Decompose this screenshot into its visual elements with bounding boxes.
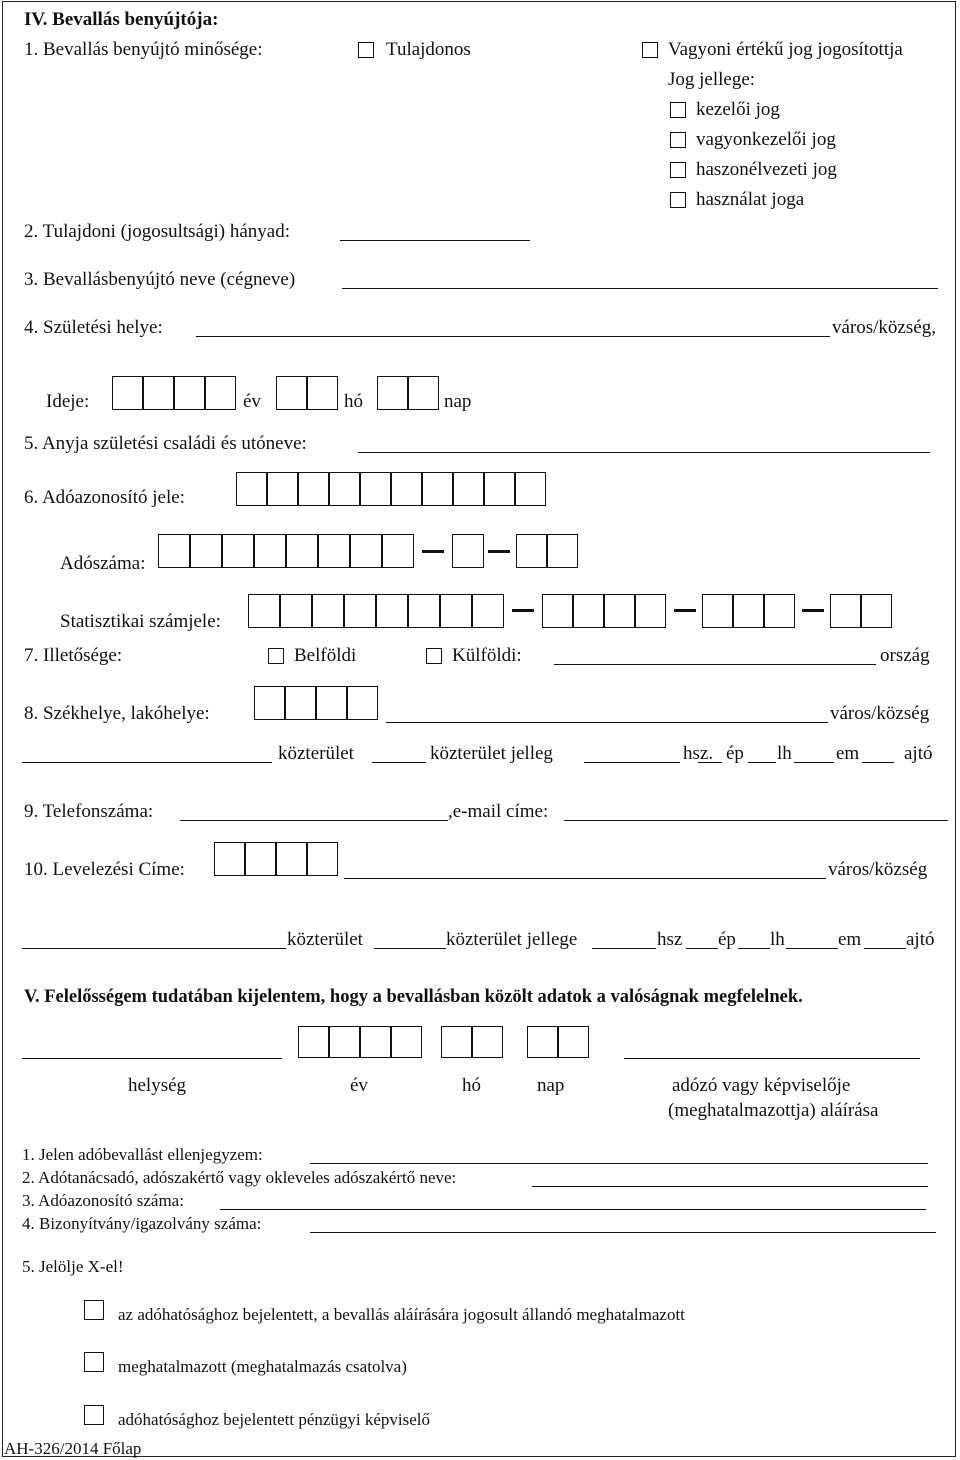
owner-label: Tulajdonos: [386, 39, 471, 60]
separator-dash: [488, 550, 510, 553]
submitter-name-field[interactable]: [342, 288, 938, 289]
seat-city-field[interactable]: [386, 722, 828, 723]
place-field[interactable]: [22, 1058, 282, 1059]
mail-building-label: ép: [718, 929, 736, 950]
date-year-box[interactable]: [391, 1026, 422, 1058]
date-month-box[interactable]: [441, 1026, 472, 1058]
email-field[interactable]: [564, 820, 948, 821]
tax-id-box[interactable]: [422, 472, 453, 506]
mother-name-field[interactable]: [358, 452, 930, 453]
fiscal-representative-checkbox[interactable]: [84, 1405, 104, 1425]
permanent-proxy-checkbox[interactable]: [84, 1300, 104, 1320]
stat-number-box[interactable]: [440, 594, 472, 628]
mail-postal-box[interactable]: [307, 842, 338, 876]
postal-code-box[interactable]: [347, 686, 378, 720]
tax-number-box[interactable]: [382, 534, 414, 568]
stat-number-box[interactable]: [344, 594, 376, 628]
mark-with-x-label: 5. Jelölje X-el!: [22, 1257, 124, 1276]
mail-number-label: hsz: [657, 929, 683, 950]
management-right-checkbox[interactable]: [670, 102, 686, 118]
stat-number-box[interactable]: [604, 594, 635, 628]
stat-number-label: Statisztikai számjele:: [60, 611, 221, 632]
mail-postal-box[interactable]: [245, 842, 276, 876]
tax-id-box[interactable]: [484, 472, 515, 506]
mail-street-label: közterület: [287, 929, 363, 950]
mail-postal-box[interactable]: [276, 842, 307, 876]
place-label: helység: [128, 1075, 187, 1096]
seat-floor-label: em: [836, 743, 860, 764]
birth-year-box[interactable]: [112, 376, 143, 410]
mail-building-field[interactable]: [686, 948, 718, 949]
birth-day-label: nap: [444, 391, 472, 412]
birth-year-box[interactable]: [143, 376, 174, 410]
tax-number-box[interactable]: [318, 534, 350, 568]
advisor-tax-id-field[interactable]: [220, 1209, 926, 1210]
stat-number-box[interactable]: [861, 594, 892, 628]
stat-number-box[interactable]: [248, 594, 280, 628]
usage-right-checkbox[interactable]: [670, 192, 686, 208]
mail-street-field[interactable]: [22, 948, 286, 949]
signature-label-2: (meghatalmazottja) aláírása: [668, 1100, 879, 1121]
seat-street-field[interactable]: [22, 762, 272, 763]
mail-door-label: ajtó: [906, 929, 935, 950]
postal-code-box[interactable]: [285, 686, 316, 720]
mail-stair-label: lh: [770, 929, 785, 950]
mail-door-field[interactable]: [864, 948, 906, 949]
tax-number-box[interactable]: [547, 534, 578, 568]
certificate-number-field[interactable]: [310, 1232, 936, 1233]
birth-year-box[interactable]: [205, 376, 236, 410]
seat-street-label: közterület: [278, 743, 354, 764]
year-label: év: [350, 1075, 368, 1096]
date-month-box[interactable]: [472, 1026, 503, 1058]
tax-number-box[interactable]: [254, 534, 286, 568]
date-year-box[interactable]: [329, 1026, 360, 1058]
tax-id-box[interactable]: [267, 472, 298, 506]
usufruct-label: haszonélvezeti jog: [696, 159, 837, 180]
tax-number-box[interactable]: [452, 534, 484, 568]
tax-number-box[interactable]: [158, 534, 190, 568]
tax-id-label: 6. Adóazonosító jele:: [24, 487, 185, 508]
tax-id-box[interactable]: [515, 472, 546, 506]
separator-dash: [802, 609, 824, 612]
date-day-box[interactable]: [558, 1026, 589, 1058]
stat-number-box[interactable]: [280, 594, 312, 628]
asset-management-right-label: vagyonkezelői jog: [696, 129, 836, 150]
stat-number-box[interactable]: [830, 594, 861, 628]
separator-dash: [512, 609, 534, 612]
tax-id-box[interactable]: [453, 472, 484, 506]
countersign-label: 1. Jelen adóbevallást ellenjegyzem:: [22, 1145, 263, 1164]
mail-city-field[interactable]: [344, 878, 826, 879]
tax-number-box[interactable]: [190, 534, 222, 568]
mail-stair-field[interactable]: [738, 948, 770, 949]
separator-dash: [422, 550, 444, 553]
asset-management-right-checkbox[interactable]: [670, 132, 686, 148]
seat-number-field[interactable]: [584, 762, 680, 763]
proxy-checkbox[interactable]: [84, 1352, 104, 1372]
birthplace-label: 4. Születési helye:: [24, 317, 163, 338]
birth-day-box[interactable]: [377, 376, 408, 410]
seat-floor-field[interactable]: [794, 762, 834, 763]
birthplace-field[interactable]: [196, 336, 830, 337]
stat-number-box[interactable]: [733, 594, 764, 628]
birth-year-box[interactable]: [174, 376, 205, 410]
submitter-capacity-label: 1. Bevallás benyújtó minősége:: [24, 39, 263, 60]
management-right-label: kezelői jog: [696, 99, 780, 120]
phone-field[interactable]: [180, 820, 448, 821]
permanent-proxy-label: az adóhatósághoz bejelentett, a bevallás aláírására jogosult állandó meghatalmazott: [118, 1305, 685, 1324]
date-year-box[interactable]: [360, 1026, 391, 1058]
stat-number-box[interactable]: [542, 594, 573, 628]
seat-label: 8. Székhelye, lakóhelye:: [24, 703, 210, 724]
month-label: hó: [462, 1075, 481, 1096]
stat-number-box[interactable]: [472, 594, 504, 628]
email-label: ,e-mail címe:: [448, 801, 549, 822]
stat-number-box[interactable]: [573, 594, 604, 628]
country-field[interactable]: [554, 664, 876, 665]
form-border: [2, 1, 956, 1457]
usufruct-checkbox[interactable]: [670, 162, 686, 178]
mail-floor-field[interactable]: [786, 948, 838, 949]
right-type-label: Jog jellege:: [668, 69, 756, 90]
domestic-checkbox[interactable]: [268, 648, 284, 664]
advisor-name-label: 2. Adótanácsadó, adószakértő vagy okleveles adószakértő neve:: [22, 1168, 457, 1187]
stat-number-box[interactable]: [408, 594, 440, 628]
ownership-share-label: 2. Tulajdoni (jogosultsági) hányad:: [24, 221, 290, 242]
mail-street-type-field[interactable]: [374, 948, 446, 949]
seat-street-type-label: közterület jelleg: [430, 743, 553, 764]
tax-number-box[interactable]: [350, 534, 382, 568]
section-iv-title: IV. Bevallás benyújtója:: [24, 9, 219, 30]
seat-building-label: ép: [726, 743, 744, 764]
usage-right-label: használat joga: [696, 189, 805, 210]
seat-stair-label: lh: [777, 743, 792, 764]
signature-field[interactable]: [624, 1058, 920, 1059]
owner-checkbox[interactable]: [358, 42, 374, 58]
fiscal-representative-label: adóhatósághoz bejelentett pénzügyi képviselő: [118, 1410, 431, 1429]
proxy-label: meghatalmazott (meghatalmazás csatolva): [118, 1357, 407, 1376]
birth-month-box[interactable]: [276, 376, 307, 410]
foreign-checkbox[interactable]: [426, 648, 442, 664]
postal-code-box[interactable]: [254, 686, 285, 720]
tax-id-box[interactable]: [360, 472, 391, 506]
seat-stair-field[interactable]: [748, 762, 776, 763]
seat-building-field[interactable]: [698, 762, 722, 763]
birth-day-box[interactable]: [408, 376, 439, 410]
birthplace-city-suffix: város/község,: [832, 317, 936, 338]
stat-number-box[interactable]: [312, 594, 344, 628]
tax-number-label: Adószáma:: [60, 553, 146, 574]
mail-postal-box[interactable]: [214, 842, 245, 876]
seat-number-label: hsz.: [683, 743, 714, 764]
mail-number-field[interactable]: [592, 948, 656, 949]
foreign-label: Külföldi:: [452, 645, 522, 666]
seat-city-label: város/község: [830, 703, 930, 724]
stat-number-box[interactable]: [635, 594, 666, 628]
phone-label: 9. Telefonszáma:: [24, 801, 154, 822]
mother-name-label: 5. Anyja születési családi és utóneve:: [24, 433, 307, 454]
asset-right-checkbox[interactable]: [642, 42, 658, 58]
tax-number-box[interactable]: [516, 534, 547, 568]
residency-label: 7. Illetősége:: [24, 645, 123, 666]
mail-floor-label: em: [838, 929, 862, 950]
submitter-name-label: 3. Bevallásbenyújtó neve (cégneve): [24, 269, 296, 290]
mail-street-type-label: közterület jellege: [446, 929, 578, 950]
advisor-tax-id-label: 3. Adóazonosító száma:: [22, 1191, 184, 1210]
date-day-box[interactable]: [527, 1026, 558, 1058]
certificate-number-label: 4. Bizonyítvány/igazolvány száma:: [22, 1214, 262, 1233]
stat-number-box[interactable]: [764, 594, 795, 628]
ownership-share-field[interactable]: [340, 240, 530, 241]
seat-street-type-field[interactable]: [372, 762, 426, 763]
tax-id-box[interactable]: [236, 472, 267, 506]
birth-month-box[interactable]: [307, 376, 338, 410]
tax-id-box[interactable]: [329, 472, 360, 506]
section-v-title: V. Felelősségem tudatában kijelentem, hogy a bevallásban közölt adatok a valóságnak megfelelnek.: [24, 987, 803, 1007]
seat-door-field[interactable]: [862, 762, 894, 763]
stat-number-box[interactable]: [702, 594, 733, 628]
asset-right-label: Vagyoni értékű jog jogosítottja: [668, 39, 903, 60]
tax-number-box[interactable]: [222, 534, 254, 568]
day-label: nap: [537, 1075, 565, 1096]
tax-id-box[interactable]: [391, 472, 422, 506]
domestic-label: Belföldi: [294, 645, 357, 666]
birth-year-label: év: [243, 391, 261, 412]
stat-number-box[interactable]: [376, 594, 408, 628]
signature-label-1: adózó vagy képviselője: [672, 1075, 851, 1096]
date-year-box[interactable]: [298, 1026, 329, 1058]
tax-id-box[interactable]: [298, 472, 329, 506]
birth-month-label: hó: [344, 391, 363, 412]
advisor-name-field[interactable]: [532, 1186, 928, 1187]
form-id: AH-326/2014 Főlap: [4, 1439, 142, 1458]
seat-door-label: ajtó: [904, 743, 933, 764]
postal-code-box[interactable]: [316, 686, 347, 720]
mail-address-label: 10. Levelezési Címe:: [24, 859, 185, 880]
mail-city-label: város/község: [828, 859, 928, 880]
countersign-field[interactable]: [310, 1163, 928, 1164]
country-label: ország: [880, 645, 930, 666]
tax-number-box[interactable]: [286, 534, 318, 568]
separator-dash: [674, 609, 696, 612]
birthdate-label: Ideje:: [46, 391, 90, 412]
